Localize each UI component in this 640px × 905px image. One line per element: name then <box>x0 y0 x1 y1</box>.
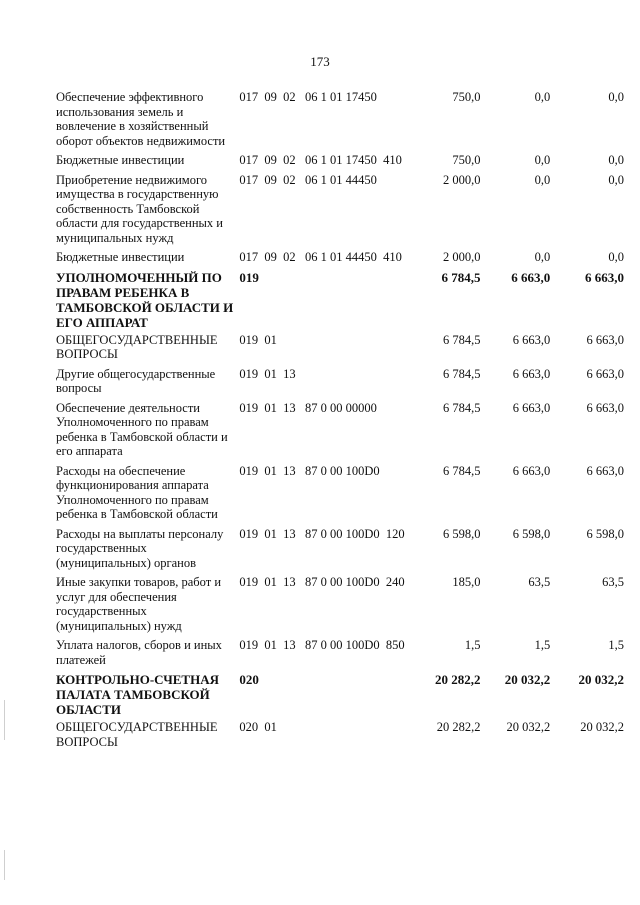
table-row <box>56 153 624 168</box>
row-name: Приобретение недвижимого имущества в государственную собственность Тамбовской области для государственных и муниципальных нужд <box>56 172 223 245</box>
row-value-1: 2 000,0 <box>443 250 481 264</box>
row-value-3: 6 598,0 <box>586 526 624 541</box>
row-value-2: 6 598,0 <box>512 526 551 541</box>
row-name: Бюджетные инвестиции <box>56 250 185 264</box>
table-row <box>56 527 624 571</box>
row-code: 017 09 02 06 1 01 44450 <box>239 172 377 187</box>
table-row <box>56 367 624 396</box>
margin-scan-mark <box>4 850 5 880</box>
table-row <box>56 401 624 459</box>
row-code: 019 01 13 87 0 00 100D0 240 <box>239 575 405 589</box>
table-row <box>56 575 624 633</box>
table-row-section-header <box>56 672 624 717</box>
row-code: 019 01 <box>239 332 277 347</box>
row-code: 019 01 13 87 0 00 100D0 120 <box>239 526 405 541</box>
row-name: Расходы на обеспечение функционирования аппарата Уполномоченного по правам ребенка в Тамбовской области <box>56 463 218 521</box>
row-value-3: 0,0 <box>608 172 624 187</box>
row-value-3: 0,0 <box>608 90 624 104</box>
row-value-3: 1,5 <box>608 638 624 652</box>
row-value-3: 6 663,0 <box>586 366 624 381</box>
row-value-1: 185,0 <box>452 575 481 589</box>
row-code: 020 <box>239 672 259 687</box>
row-code: 017 09 02 06 1 01 44450 410 <box>239 250 402 264</box>
row-value-1: 20 282,2 <box>435 672 481 687</box>
page-number: 173 <box>310 54 330 69</box>
row-value-3: 63,5 <box>602 575 624 589</box>
row-value-3: 6 663,0 <box>586 400 624 415</box>
row-code: 019 01 13 87 0 00 100D0 <box>239 463 380 478</box>
row-code: 020 01 <box>239 720 277 734</box>
row-name: Обеспечение деятельности Уполномоченного по правам ребенка в Тамбовской области и его аппарата <box>56 400 228 458</box>
budget-table <box>56 90 624 754</box>
row-value-3: 6 663,0 <box>585 269 624 285</box>
table-row <box>56 638 624 667</box>
row-value-1: 750,0 <box>452 90 481 104</box>
row-code: 019 01 13 87 0 00 100D0 850 <box>239 638 405 652</box>
row-value-2: 6 663,0 <box>512 400 551 415</box>
row-value-1: 1,5 <box>464 638 481 652</box>
row-name: ОБЩЕГОСУДАРСТВЕННЫЕ ВОПРОСЫ <box>56 332 218 361</box>
table-row <box>56 464 624 522</box>
row-value-3: 6 663,0 <box>586 463 624 478</box>
row-code: 019 01 13 <box>239 366 296 381</box>
row-value-1: 6 784,5 <box>441 269 481 285</box>
row-code: 017 09 02 06 1 01 17450 410 <box>239 153 402 167</box>
row-value-2: 6 663,0 <box>512 463 551 478</box>
row-value-1: 6 784,5 <box>443 463 481 478</box>
row-value-2: 0,0 <box>534 153 551 167</box>
row-name: УПОЛНОМОЧЕННЫЙ ПО ПРАВАМ РЕБЕНКА В ТАМБОВСКОЙ ОБЛАСТИ И ЕГО АППАРАТ <box>56 269 234 330</box>
row-value-2: 0,0 <box>534 250 551 264</box>
table-row <box>56 333 624 362</box>
row-value-1: 6 784,5 <box>443 400 481 415</box>
row-value-1: 2 000,0 <box>443 172 481 187</box>
table-row <box>56 250 624 265</box>
row-value-2: 20 032,2 <box>506 720 551 734</box>
row-value-3: 0,0 <box>608 250 624 264</box>
row-value-2: 20 032,2 <box>504 672 551 687</box>
row-value-2: 63,5 <box>528 575 551 589</box>
row-code: 019 01 13 87 0 00 00000 <box>239 400 377 415</box>
row-value-2: 6 663,0 <box>512 366 551 381</box>
row-value-1: 6 784,5 <box>443 366 481 381</box>
row-value-3: 0,0 <box>608 153 624 167</box>
row-value-2: 0,0 <box>534 90 551 104</box>
row-name: ОБЩЕГОСУДАРСТВЕННЫЕ ВОПРОСЫ <box>56 720 218 749</box>
table-row <box>56 173 624 246</box>
row-value-1: 20 282,2 <box>436 720 481 734</box>
row-code: 017 09 02 06 1 01 17450 <box>239 90 377 104</box>
row-name: Обеспечение эффективного использования земель и вовлечение в хозяйственный оборот объектов недвижимости <box>56 90 226 148</box>
table-row <box>56 720 624 749</box>
row-name: Иные закупки товаров, работ и услуг для обеспечения государственных (муниципальных) нужд <box>56 575 222 633</box>
row-value-1: 750,0 <box>452 153 481 167</box>
row-value-3: 20 032,2 <box>580 720 624 734</box>
row-value-1: 6 784,5 <box>443 332 481 347</box>
row-name: Другие общегосударственные вопросы <box>56 366 216 395</box>
row-name: Бюджетные инвестиции <box>56 153 185 167</box>
row-value-2: 6 663,0 <box>511 269 551 285</box>
row-value-3: 6 663,0 <box>586 332 624 347</box>
row-value-2: 0,0 <box>534 172 551 187</box>
row-value-2: 1,5 <box>534 638 551 652</box>
row-name: Уплата налогов, сборов и иных платежей <box>56 638 222 667</box>
table-row <box>56 90 624 148</box>
row-value-3: 20 032,2 <box>578 672 624 687</box>
row-value-2: 6 663,0 <box>512 332 551 347</box>
margin-scan-mark <box>4 700 5 740</box>
row-code: 019 <box>239 269 259 285</box>
row-name: КОНТРОЛЬНО-СЧЕТНАЯ ПАЛАТА ТАМБОВСКОЙ ОБЛАСТИ <box>56 672 219 717</box>
row-name: Расходы на выплаты персоналу государственных (муниципальных) органов <box>56 526 224 570</box>
table-row-section-header <box>56 270 624 330</box>
row-value-1: 6 598,0 <box>443 526 481 541</box>
